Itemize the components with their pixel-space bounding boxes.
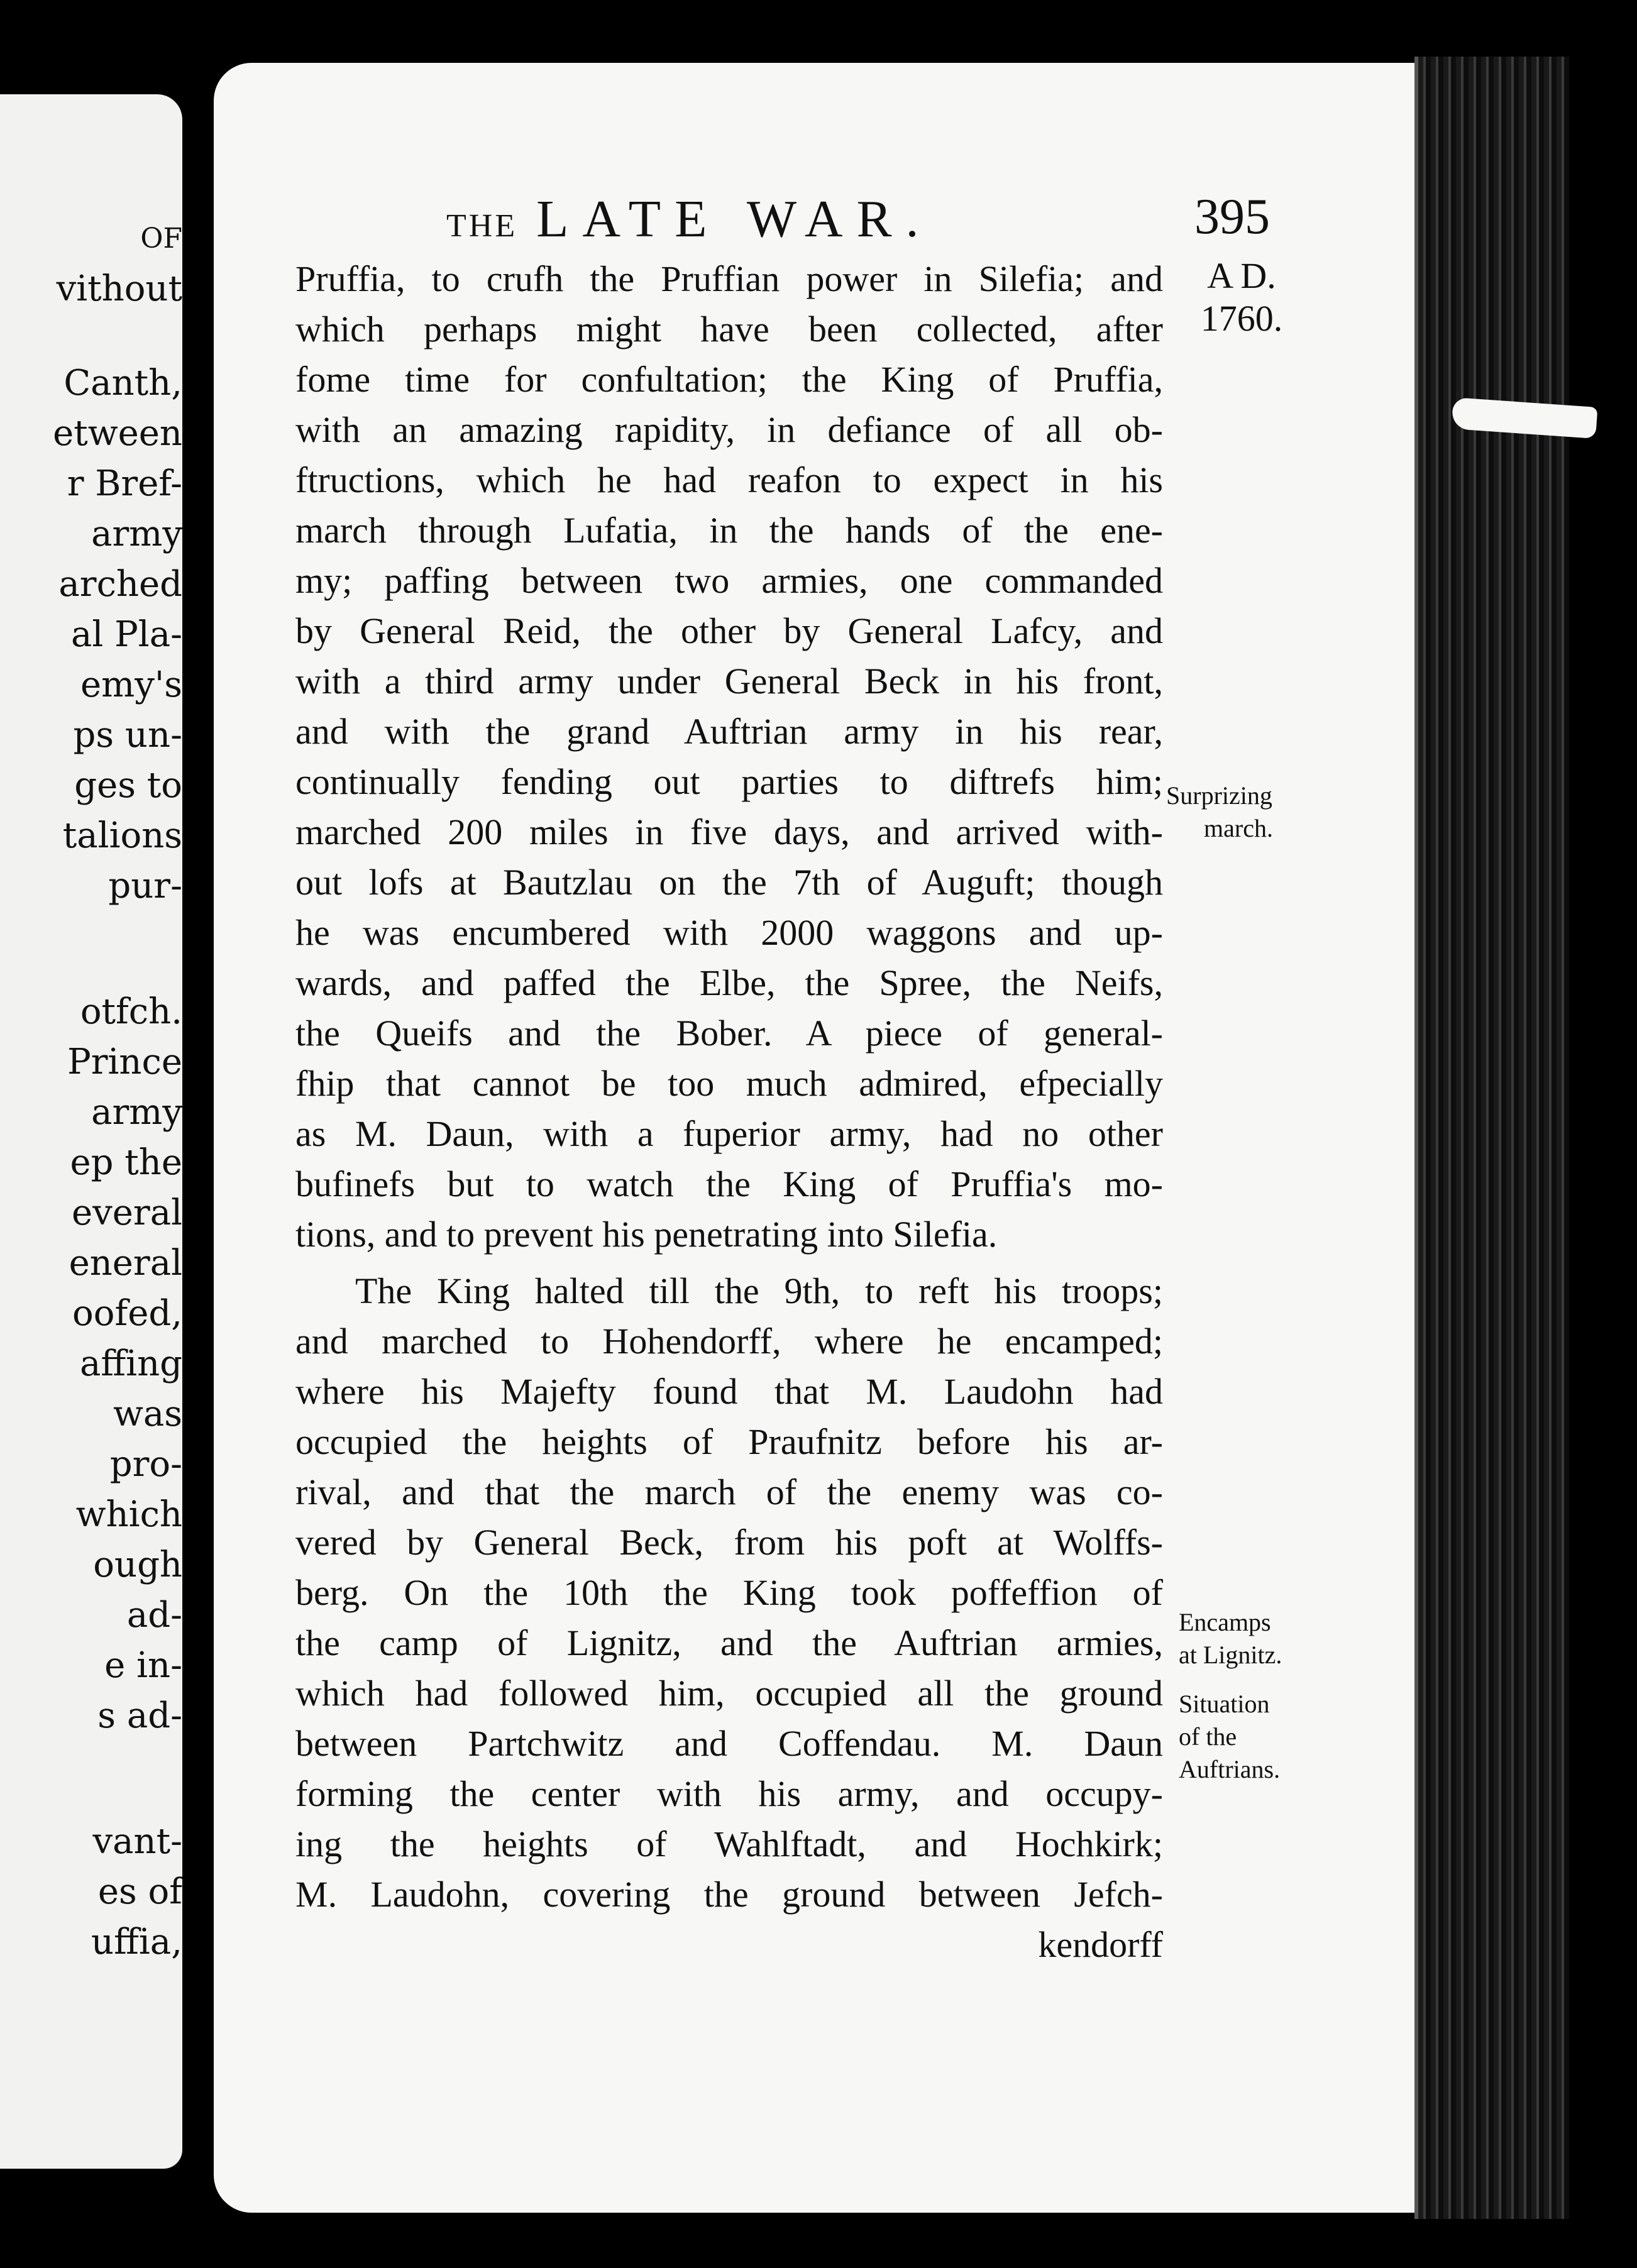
side-note-line: at Lignitz. bbox=[1179, 1641, 1282, 1669]
text-line: fome time for confultation; the King of Pruffia, bbox=[295, 359, 1163, 400]
text-line: with an amazing rapidity, in defiance of all ob- bbox=[295, 409, 1163, 450]
left-line: arched bbox=[58, 564, 182, 605]
side-note-surprizing-march bbox=[1166, 779, 1273, 845]
text-line: Pruffia, to crufh the Pruffian power in Silefia; and bbox=[295, 258, 1163, 299]
text-line: where his Majefty found that M. Laudohn had bbox=[295, 1371, 1163, 1412]
left-line: uffia, bbox=[91, 1922, 182, 1962]
left-line: Prince bbox=[67, 1042, 182, 1082]
left-line: was bbox=[113, 1394, 182, 1434]
text-line: he was encumbered with 2000 waggons and up- bbox=[295, 912, 1163, 953]
side-note-situation bbox=[1179, 1688, 1280, 1786]
text-line: ftructions, which he had reafon to expect in his bbox=[295, 460, 1163, 500]
left-line: oofed, bbox=[72, 1293, 182, 1334]
left-line: Canth, bbox=[63, 363, 182, 404]
text-line: The King halted till the 9th, to reft his troops; bbox=[355, 1270, 1163, 1311]
side-note-line: Encamps bbox=[1179, 1608, 1271, 1636]
left-line: army bbox=[91, 514, 182, 554]
margin-date-year: 1760. bbox=[1200, 298, 1283, 339]
text-line: out lofs at Bautzlau on the 7th of Auguft; though bbox=[295, 862, 1163, 903]
text-line: march through Lufatia, in the hands of the ene- bbox=[295, 510, 1163, 551]
text-line: tions, and to prevent his penetrating into Silefia. bbox=[295, 1214, 998, 1255]
running-head bbox=[446, 189, 1012, 250]
text-line: M. Laudohn, covering the ground between Jefch- bbox=[295, 1874, 1163, 1915]
side-note-encamps bbox=[1179, 1606, 1282, 1671]
left-line: es of bbox=[97, 1871, 182, 1912]
left-line: everal bbox=[72, 1192, 182, 1233]
text-line: by General Reid, the other by General Lafcy, and bbox=[295, 610, 1163, 651]
page-number: 395 bbox=[1194, 189, 1270, 245]
text-line: which perhaps might have been collected, after bbox=[295, 309, 1163, 350]
text-line: and with the grand Auftrian army in his rear, bbox=[295, 711, 1163, 752]
text-line: vered by General Beck, from his poft at Wolffs- bbox=[295, 1522, 1163, 1563]
side-note-line: Auftrians. bbox=[1179, 1755, 1281, 1783]
left-line: vithout bbox=[56, 268, 182, 309]
left-line: pro- bbox=[109, 1444, 182, 1485]
text-line: berg. On the 10th the King took poffeffion of bbox=[295, 1572, 1163, 1613]
text-line: occupied the heights of Praufnitz before his ar- bbox=[295, 1421, 1163, 1462]
text-line: the camp of Lignitz, and the Auftrian armies, bbox=[295, 1622, 1163, 1663]
left-line: etween bbox=[53, 413, 182, 454]
left-line: OF bbox=[140, 223, 182, 255]
text-line: wards, and paffed the Elbe, the Spree, the Neifs, bbox=[295, 962, 1163, 1003]
running-head-the: THE bbox=[446, 208, 518, 244]
left-line: al Pla- bbox=[71, 614, 182, 655]
left-line: s ad- bbox=[97, 1695, 182, 1736]
margin-date-ad: A D. bbox=[1207, 255, 1276, 296]
text-line: and marched to Hohendorff, where he encamped; bbox=[295, 1321, 1163, 1362]
text-line: between Partchwitz and Coffendau. M. Daun bbox=[295, 1723, 1163, 1764]
running-head-title: LATE WAR. bbox=[536, 190, 933, 248]
left-line: army bbox=[91, 1092, 182, 1133]
left-line: eneral bbox=[69, 1243, 182, 1284]
text-line: with a third army under General Beck in his front, bbox=[295, 661, 1163, 702]
text-line: the Queifs and the Bober. A piece of general- bbox=[295, 1013, 1163, 1054]
text-line: ing the heights of Wahlftadt, and Hochkirk; bbox=[295, 1824, 1163, 1864]
text-line: marched 200 miles in five days, and arrived with- bbox=[295, 812, 1163, 852]
catchword: kendorff bbox=[1038, 1924, 1163, 1965]
margin-date bbox=[1198, 255, 1286, 340]
left-line: ep the bbox=[70, 1142, 182, 1183]
left-page-fragment bbox=[0, 94, 182, 2169]
left-line: which bbox=[75, 1494, 182, 1535]
text-line: which had followed him, occupied all the ground bbox=[295, 1673, 1163, 1714]
left-line: ad- bbox=[126, 1595, 182, 1636]
left-line: emy's bbox=[80, 664, 182, 705]
left-line: otfch. bbox=[80, 991, 182, 1032]
side-note-line: Surprizing bbox=[1166, 781, 1272, 810]
text-line: my; paffing between two armies, one commanded bbox=[295, 560, 1163, 601]
text-line: bufinefs but to watch the King of Pruffia's mo- bbox=[295, 1164, 1163, 1204]
left-line: affing bbox=[80, 1343, 182, 1384]
left-line: talions bbox=[62, 815, 182, 856]
left-line: pur- bbox=[108, 866, 182, 906]
left-line: r Bref- bbox=[67, 463, 182, 504]
left-line: ough bbox=[93, 1544, 182, 1585]
side-note-line: of the bbox=[1179, 1722, 1237, 1751]
page-edge-stack bbox=[1414, 57, 1569, 2219]
left-line: vant- bbox=[92, 1821, 182, 1862]
text-line: continually fending out parties to diftrefs him; bbox=[295, 761, 1163, 802]
left-line: ges to bbox=[74, 765, 182, 806]
text-line: rival, and that the march of the enemy was co- bbox=[295, 1472, 1163, 1512]
side-note-line: march. bbox=[1204, 814, 1273, 842]
text-line: as M. Daun, with a fuperior army, had no other bbox=[295, 1113, 1163, 1154]
text-line: forming the center with his army, and occupy- bbox=[295, 1773, 1163, 1814]
body-text bbox=[295, 254, 1163, 1970]
side-note-line: Situation bbox=[1179, 1690, 1270, 1718]
left-line: e in- bbox=[104, 1645, 182, 1686]
left-line: ps un- bbox=[73, 715, 182, 756]
text-line: fhip that cannot be too much admired, efpecially bbox=[295, 1063, 1163, 1104]
